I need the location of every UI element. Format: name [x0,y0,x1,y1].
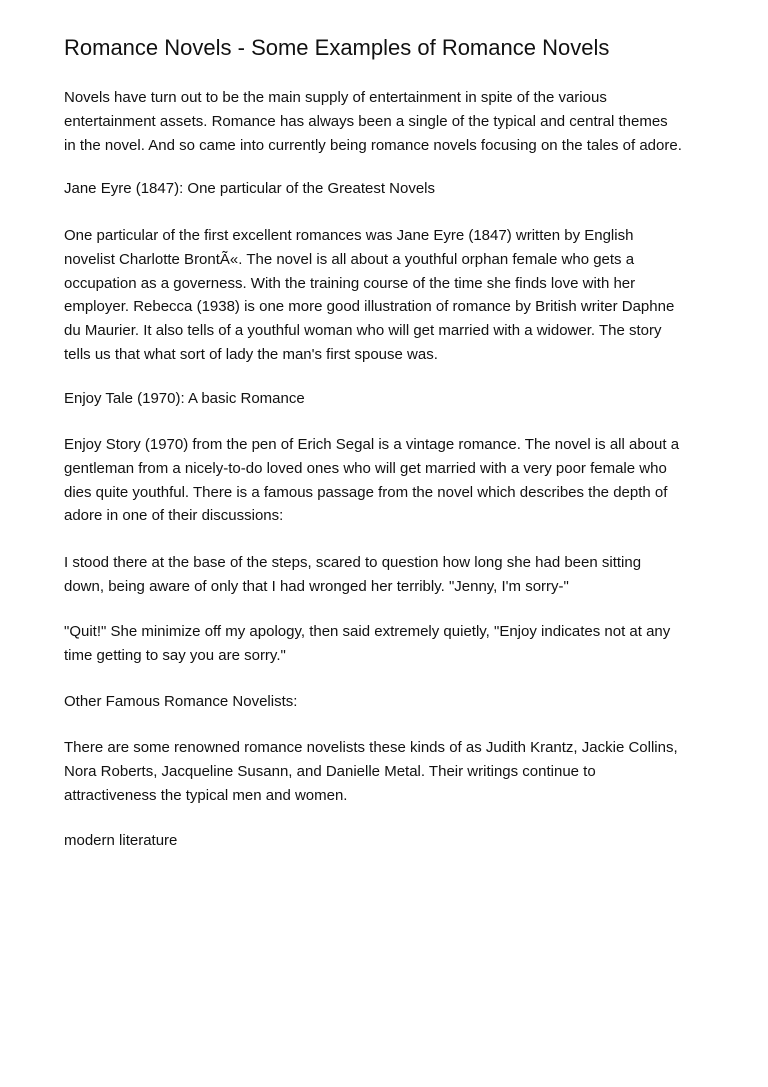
section-heading-love-story: Enjoy Tale (1970): A basic Romance [64,390,305,407]
quote-paragraph-two [64,620,724,668]
text-line: entertainment assets. Romance has always been a single of the typical and central themes [64,112,668,130]
section-heading-other-novelists: Other Famous Romance Novelists: [64,693,298,710]
text-line: tells us that what sort of lady the man's first spouse was. [64,345,438,363]
section-heading-jane-eyre: Jane Eyre (1847): One particular of the Greatest Novels [64,180,436,197]
text-line: One particular of the first excellent romances was Jane Eyre (1847) written by English [64,227,634,244]
love-story-paragraph [64,433,724,528]
text-line: Nora Roberts, Jacqueline Susann, and Danielle Metal. Their writings continue to [64,762,596,780]
other-novelists-paragraph [64,736,724,807]
text-line: down, being aware of only that I had wronged her terribly. "Jenny, I'm sorry-" [64,577,569,595]
text-line: "Quit!" She minimize off my apology, then said extremely quietly, "Enjoy indicates not at any [64,623,671,640]
text-line: time getting to say you are sorry." [64,646,286,664]
text-line: gentleman from a nicely-to-do loved ones who will get married with a very poor female who [64,459,667,477]
page-title: Romance Novels - Some Examples of Romance Novels [64,35,610,60]
text-line: Novels have turn out to be the main supply of entertainment in spite of the various [64,89,607,106]
text-line: adore in one of their discussions: [64,507,284,525]
text-line: I stood there at the base of the steps, scared to question how long she had been sitting [64,554,642,571]
text-line: attractiveness the typical men and women. [64,786,348,804]
jane-eyre-paragraph [64,224,724,367]
text-line: du Maurier. It also tells of a youthful woman who will get married with a widower. The story [64,322,662,340]
text-line: occupation as a governess. With the training course of the time she finds love with her [64,274,636,292]
text-line: novelist Charlotte BrontÃ«. The novel is all about a youthful orphan female who gets a [64,250,635,268]
quote-paragraph-one [64,551,724,599]
intro-paragraph [64,86,724,157]
text-line: in the novel. And so came into currently being romance novels focusing on the tales of adore. [64,136,682,154]
footer-tag: modern literature [64,832,178,849]
text-line: employer. Rebecca (1938) is one more good illustration of romance by British writer Daphne [64,298,675,316]
text-line: There are some renowned romance novelists these kinds of as Judith Krantz, Jackie Collins, [64,739,678,756]
text-line: Enjoy Story (1970) from the pen of Erich Segal is a vintage romance. The novel is all about a [64,436,680,453]
text-line: dies quite youthful. There is a famous passage from the novel which describes the depth of [64,483,668,501]
